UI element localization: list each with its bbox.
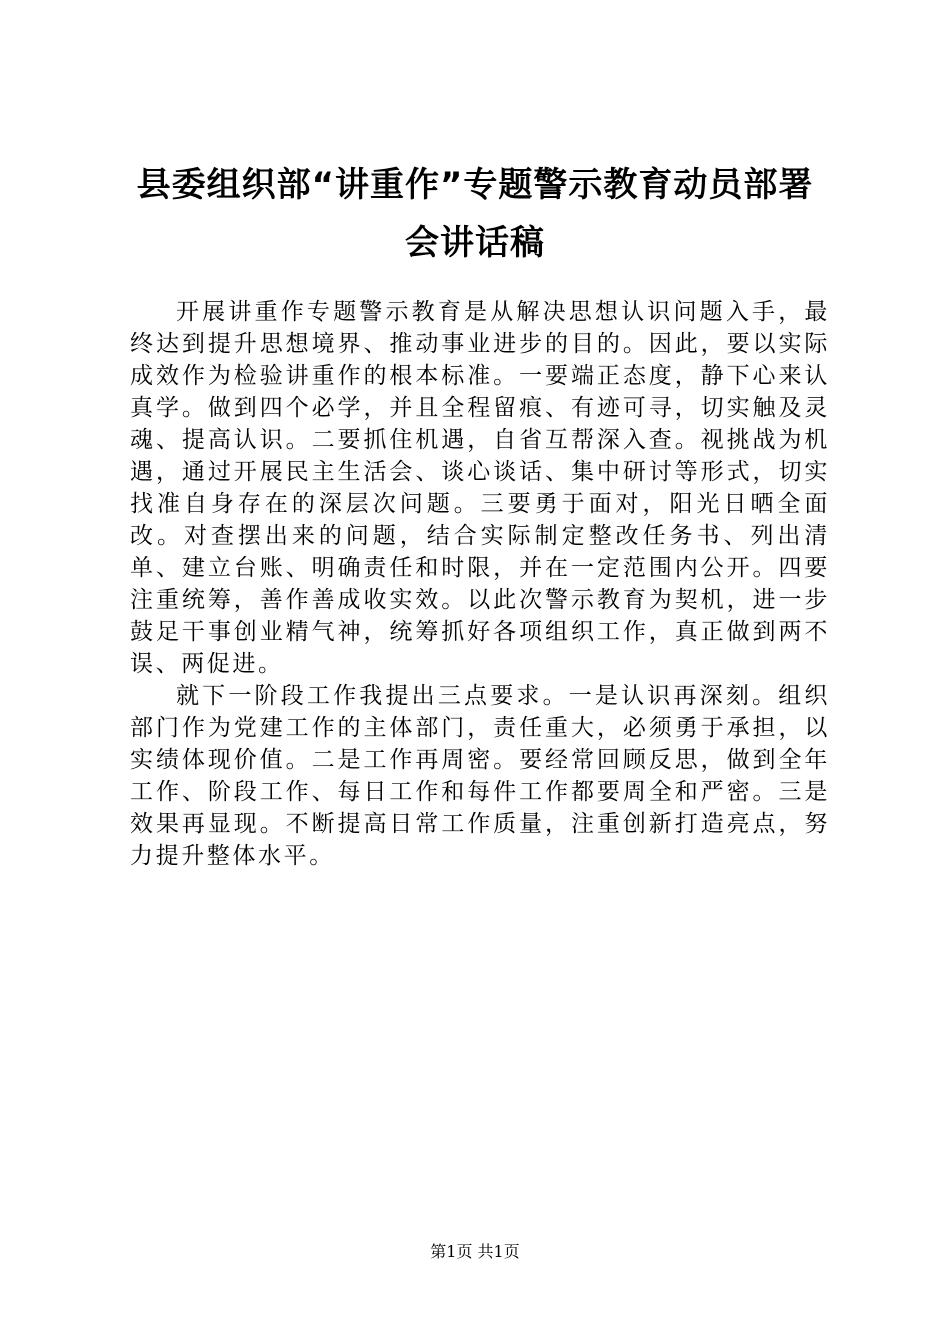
document-title (110, 156, 840, 272)
document-body (130, 296, 830, 872)
title-line-1: 县委组织部“讲重作”专题警示教育动员部署 (136, 165, 814, 205)
body-paragraph-2: 就下一阶段工作我提出三点要求。一是认识再深刻。组织部门作为党建工作的主体部门，责任重大，必须勇于承担，以实绩体现价值。二是工作再周密。要经常回顾反思，做到全年工作、阶段工作、每日工作和每件工作都要周全和严密。三是效果再显现。不断提高日常工作质量，注重创新打造亮点，努力提升整体水平。 (130, 683, 830, 869)
page-footer: 第1页 共1页 (430, 1242, 520, 1261)
body-paragraph-1: 开展讲重作专题警示教育是从解决思想认识问题入手，最终达到提升思想境界、推动事业进步的目的。因此，要以实际成效作为检验讲重作的根本标准。一要端正态度，静下心来认真学。做到四个必学，并且全程留痕、有迹可寻，切实触及灵魂、提高认识。二要抓住机遇，自省互帮深入查。视挑战为机遇，通过开展民主生活会、谈心谈话、集中研讨等形式，切实找准自身存在的深层次问题。三要勇于面对，阳光日晒全面改。对查摆出来的问题，结合实际制定整改任务书、列出清单、建立台账、明确责任和时限，并在一定范围内公开。四要注重统筹，善作善成收实效。以此次警示教育为契机，进一步鼓足干事创业精气神，统筹抓好各项组织工作，真正做到两不误、两促进。 (130, 299, 830, 677)
title-line-2: 会讲话稿 (405, 223, 545, 263)
